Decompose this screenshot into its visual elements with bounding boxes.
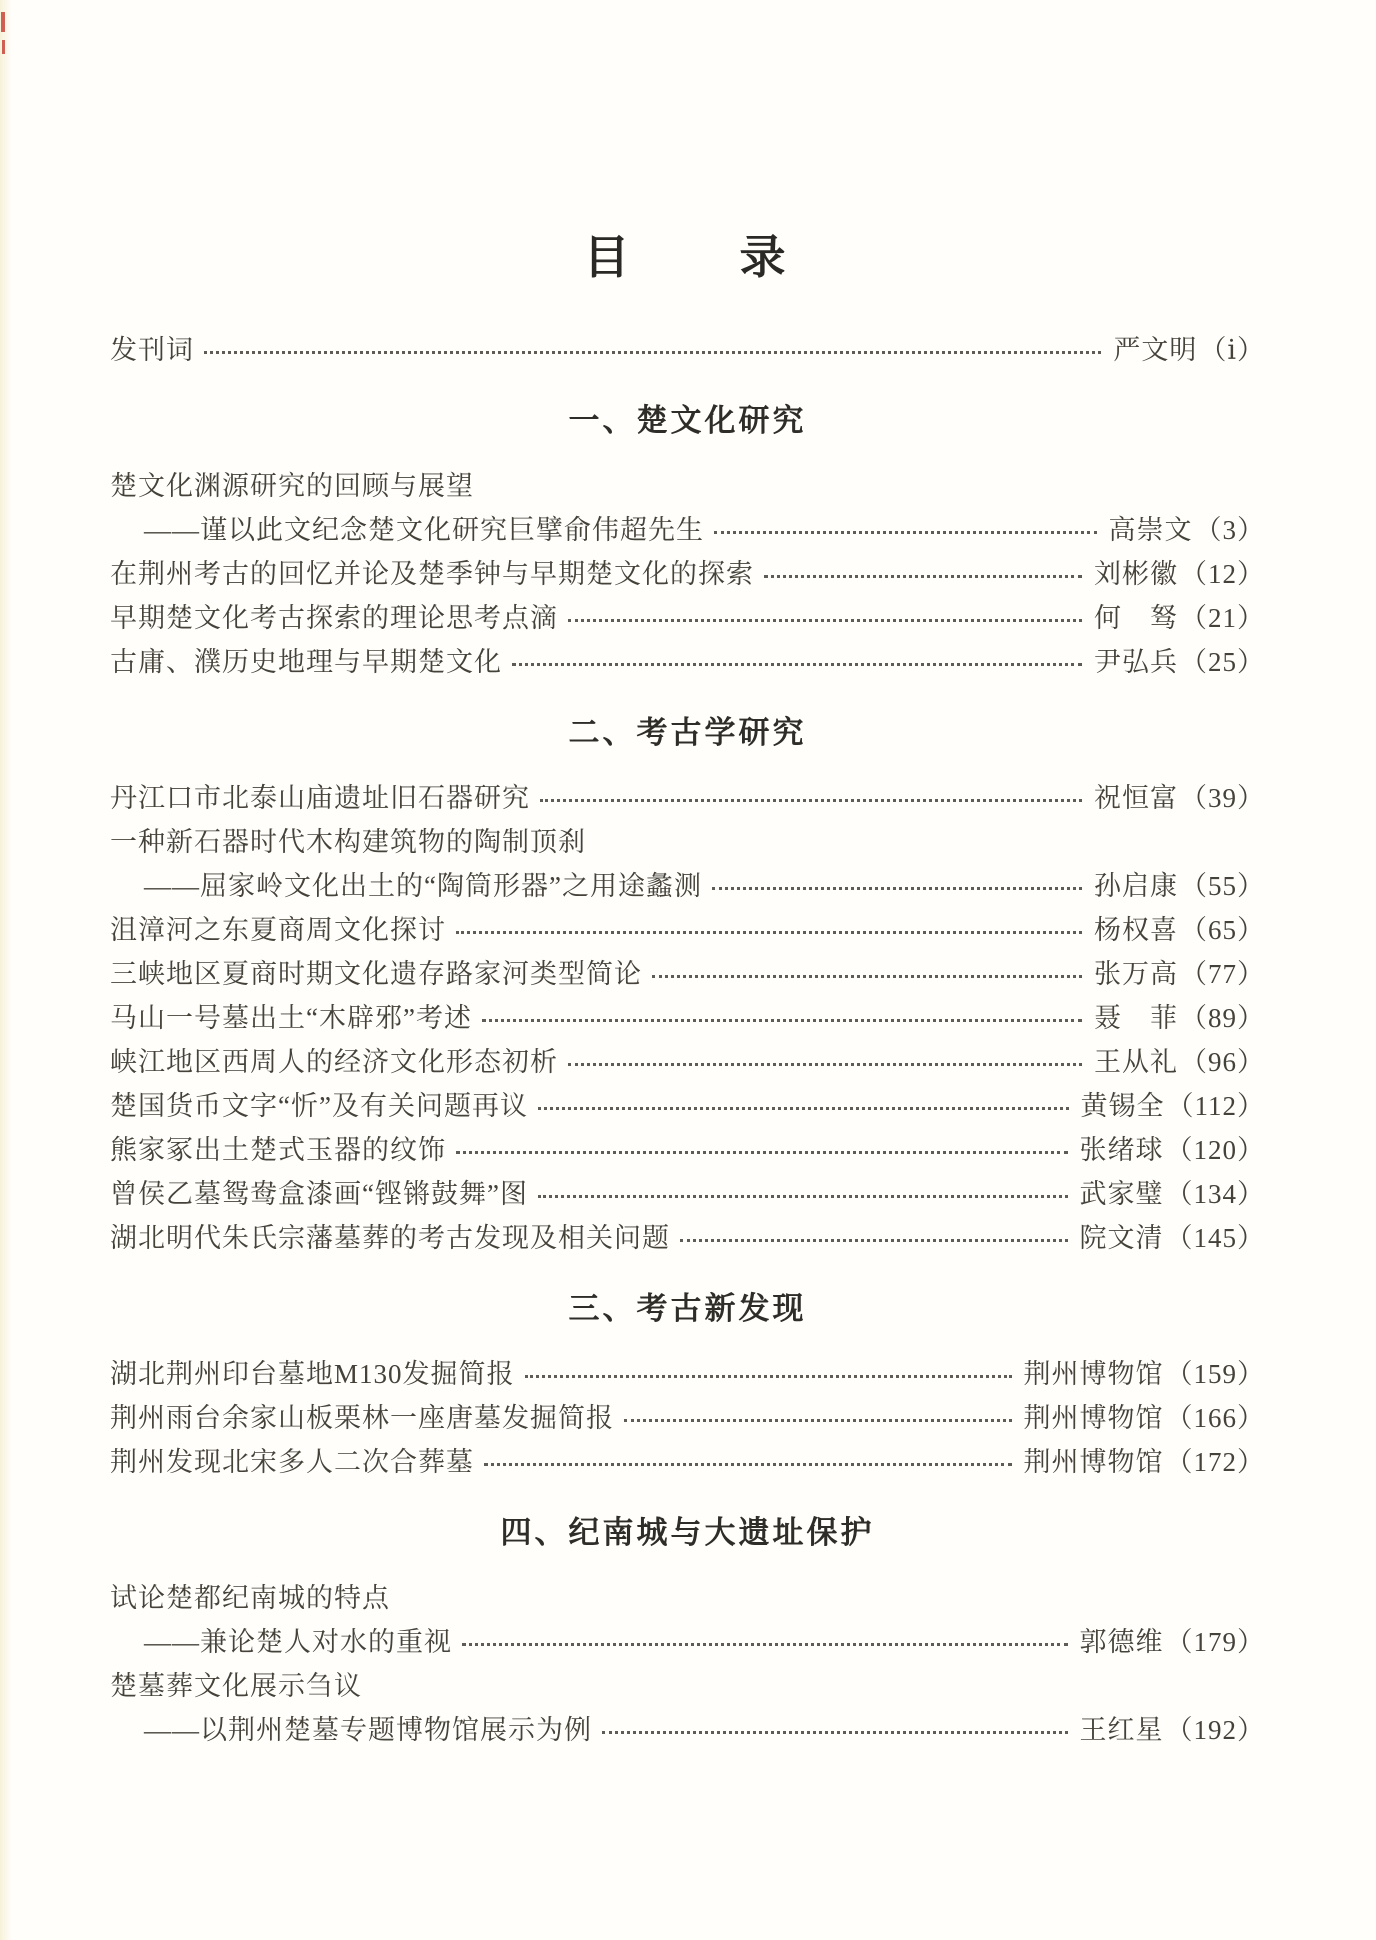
- entry-page-number: （159）: [1165, 1359, 1265, 1389]
- entry-page-number: （192）: [1165, 1715, 1265, 1745]
- dot-leader: [204, 351, 1101, 354]
- entry-title: 古庸、濮历史地理与早期楚文化: [110, 647, 502, 677]
- scan-mark-red: [1, 12, 5, 32]
- section-heading: 二、考古学研究: [568, 715, 807, 750]
- entry-title: 荆州雨台余家山板栗林一座唐墓发掘简报: [110, 1403, 614, 1433]
- toc-row: [110, 640, 1265, 684]
- toc-section: [110, 399, 1265, 684]
- entry-title: 早期楚文化考古探索的理论思考点滴: [110, 603, 558, 633]
- toc-row: [110, 1216, 1265, 1260]
- entry-author: 祝恒富: [1094, 783, 1178, 813]
- entry-author: 荆州博物馆: [1023, 1447, 1164, 1477]
- toc-row: [110, 996, 1265, 1040]
- entry-author: 尹弘兵: [1094, 647, 1178, 677]
- section-heading: 四、纪南城与大遗址保护: [500, 1515, 875, 1550]
- toc-row: [110, 776, 1265, 820]
- dot-leader: [624, 1419, 1012, 1422]
- entry-author: 张万高: [1094, 959, 1178, 989]
- dot-leader: [456, 1151, 1068, 1154]
- entry-page-number: （39）: [1180, 783, 1265, 813]
- entry-title: 楚国货币文字“忻”及有关问题再议: [110, 1091, 528, 1121]
- page-title: 目 录: [583, 232, 792, 283]
- entry-author: 张绪球: [1079, 1135, 1164, 1165]
- toc-row: [110, 1396, 1265, 1440]
- toc-row: [110, 596, 1265, 640]
- toc-row: [110, 1440, 1265, 1484]
- entry-title: 熊家冢出土楚式玉器的纹饰: [110, 1135, 446, 1165]
- entry-author: 郭德维: [1079, 1627, 1164, 1657]
- entry-author: 武家璧: [1079, 1179, 1164, 1209]
- entry-page-number: （120）: [1165, 1135, 1265, 1165]
- entry-title: ——以荆州楚墓专题博物馆展示为例: [144, 1715, 592, 1745]
- entry-title: 湖北荆州印台墓地M130发掘简报: [110, 1359, 515, 1389]
- toc-row: [110, 1620, 1265, 1664]
- entry-title: 湖北明代朱氏宗藩墓葬的考古发现及相关问题: [110, 1223, 670, 1253]
- entry-page-number: （172）: [1165, 1447, 1265, 1477]
- entry-title: 试论楚都纪南城的特点: [110, 1583, 390, 1613]
- dot-leader: [652, 975, 1082, 978]
- dot-leader: [538, 1195, 1068, 1198]
- entry-author: 严文明: [1113, 335, 1198, 365]
- entry-author: 聂 菲: [1094, 1003, 1178, 1033]
- toc-section: [110, 1511, 1265, 1752]
- entry-author: 孙启康: [1094, 871, 1178, 901]
- dot-leader: [568, 1063, 1082, 1066]
- dot-leader: [456, 931, 1082, 934]
- toc-row: [110, 1576, 1265, 1620]
- table-of-contents: [110, 328, 1265, 1752]
- entry-page-number: （179）: [1165, 1627, 1265, 1657]
- entry-title: 一种新石器时代木构建筑物的陶制顶刹: [110, 827, 586, 857]
- entry-author: 王从礼: [1094, 1047, 1178, 1077]
- entry-page-number: （ⅰ）: [1199, 335, 1265, 365]
- entry-title: ——谨以此文纪念楚文化研究巨擘俞伟超先生: [144, 515, 704, 545]
- toc-row: [110, 1040, 1265, 1084]
- dot-leader: [714, 531, 1097, 534]
- toc-row: [110, 552, 1265, 596]
- entry-title: 三峡地区夏商时期文化遗存路家河类型简论: [110, 959, 642, 989]
- toc-row: [110, 1128, 1265, 1172]
- entry-page-number: （55）: [1180, 871, 1265, 901]
- entry-page-number: （166）: [1165, 1403, 1265, 1433]
- dot-leader: [540, 799, 1082, 802]
- entry-title: 楚墓葬文化展示刍议: [110, 1671, 362, 1701]
- toc-row: [110, 1084, 1265, 1128]
- entry-author: 院文清: [1079, 1223, 1164, 1253]
- entry-page-number: （65）: [1180, 915, 1265, 945]
- entry-author: 王红星: [1079, 1715, 1164, 1745]
- toc-row: [110, 464, 1265, 508]
- toc-row: [110, 508, 1265, 552]
- entry-page-number: （112）: [1166, 1091, 1265, 1121]
- toc-row: [110, 1708, 1265, 1752]
- entry-title: 马山一号墓出土“木辟邪”考述: [110, 1003, 472, 1033]
- dot-leader: [764, 575, 1082, 578]
- section-heading: 一、楚文化研究: [568, 403, 807, 438]
- toc-row: [110, 328, 1265, 372]
- entry-page-number: （89）: [1180, 1003, 1265, 1033]
- entry-title: 丹江口市北泰山庙遗址旧石器研究: [110, 783, 530, 813]
- dot-leader: [512, 663, 1082, 666]
- entry-page-number: （21）: [1180, 603, 1265, 633]
- entry-title: 在荆州考古的回忆并论及楚季钟与早期楚文化的探索: [110, 559, 754, 589]
- toc-row: [110, 1352, 1265, 1396]
- dot-leader: [568, 619, 1082, 622]
- entry-author: 黄锡全: [1080, 1091, 1165, 1121]
- toc-row: [110, 952, 1265, 996]
- entry-author: 杨权喜: [1094, 915, 1178, 945]
- toc-section: [110, 711, 1265, 1260]
- entry-title: ——兼论楚人对水的重视: [144, 1627, 452, 1657]
- dot-leader: [680, 1239, 1068, 1242]
- entry-title: 曾侯乙墓鸳鸯盒漆画“铿锵鼓舞”图: [110, 1179, 528, 1209]
- entry-page-number: （145）: [1165, 1223, 1265, 1253]
- entry-title: 荆州发现北宋多人二次合葬墓: [110, 1447, 474, 1477]
- entry-page-number: （96）: [1180, 1047, 1265, 1077]
- dot-leader: [602, 1731, 1068, 1734]
- dot-leader: [525, 1375, 1012, 1378]
- entry-page-number: （134）: [1165, 1179, 1265, 1209]
- entry-page-number: （77）: [1180, 959, 1265, 989]
- entry-author: 刘彬徽: [1094, 559, 1178, 589]
- entry-title: ——屈家岭文化出土的“陶筒形器”之用途蠡测: [144, 871, 702, 901]
- dot-leader: [484, 1463, 1012, 1466]
- toc-row: [110, 908, 1265, 952]
- scan-mark-red: [2, 40, 5, 54]
- dot-leader: [712, 887, 1082, 890]
- dot-leader: [538, 1107, 1069, 1110]
- toc-row: [110, 864, 1265, 908]
- entry-author: 荆州博物馆: [1023, 1359, 1164, 1389]
- entry-page-number: （3）: [1194, 515, 1265, 545]
- dot-leader: [462, 1643, 1068, 1646]
- entry-page-number: （12）: [1180, 559, 1265, 589]
- entry-author: 何 驽: [1094, 603, 1178, 633]
- entry-author: 荆州博物馆: [1023, 1403, 1164, 1433]
- entry-title: 沮漳河之东夏商周文化探讨: [110, 915, 446, 945]
- toc-row: [110, 1664, 1265, 1708]
- toc-row: [110, 820, 1265, 864]
- entry-title: 楚文化渊源研究的回顾与展望: [110, 471, 474, 501]
- entry-author: 高崇文: [1108, 515, 1193, 545]
- toc-section: [110, 1287, 1265, 1484]
- toc-row: [110, 1172, 1265, 1216]
- entry-page-number: （25）: [1180, 647, 1265, 677]
- section-heading: 三、考古新发现: [568, 1291, 807, 1326]
- entry-title: 发刊词: [110, 335, 194, 365]
- entry-title: 峡江地区西周人的经济文化形态初析: [110, 1047, 558, 1077]
- dot-leader: [482, 1019, 1082, 1022]
